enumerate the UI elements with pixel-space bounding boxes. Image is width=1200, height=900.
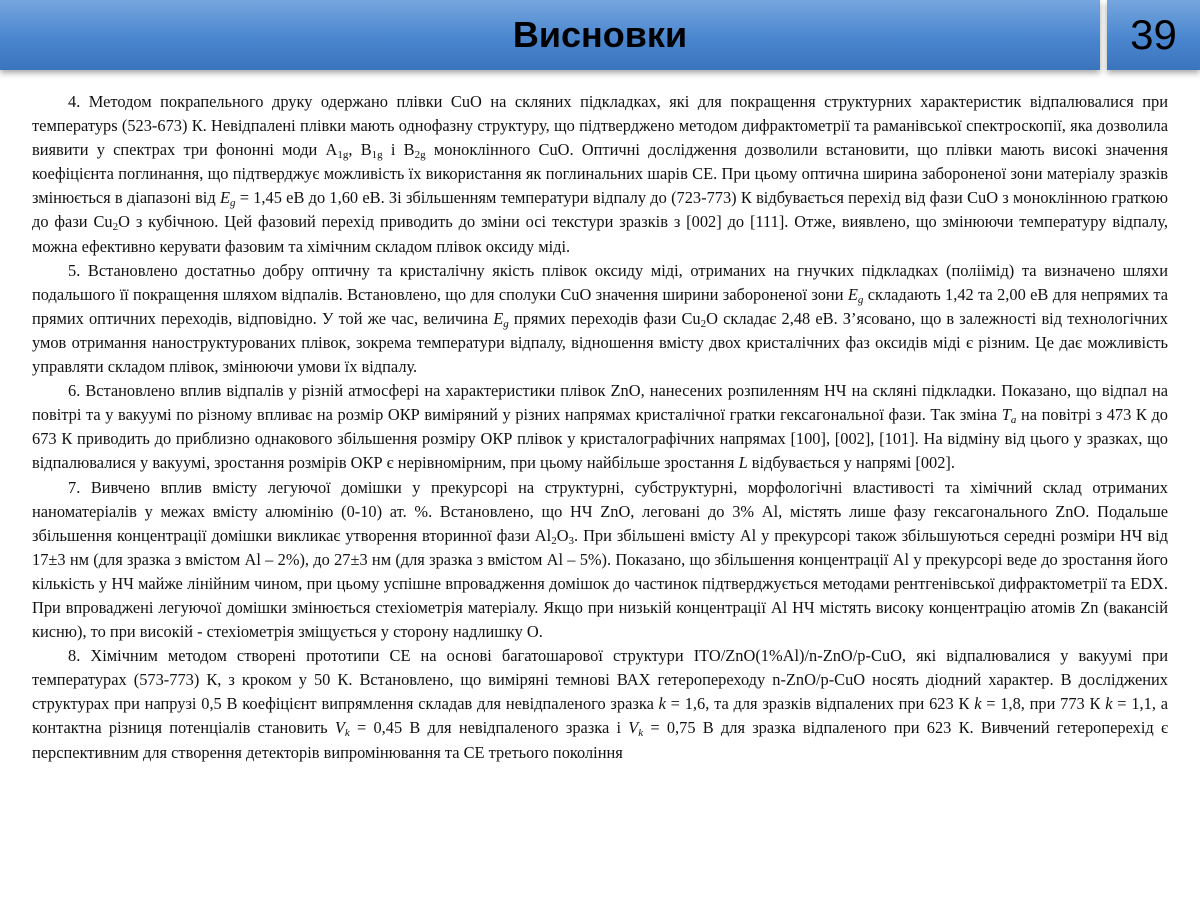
text: = 1,1, а контактна різниця потенціалів становить xyxy=(32,694,1168,738)
variable-subscript: k xyxy=(638,727,644,740)
variable: E xyxy=(493,308,504,328)
variable: L xyxy=(738,453,748,473)
text: . При збільшені вмісту Al у прекурсорі також збільшуються середні розміри НЧ від 17±3 нм (для зразка з вмістом Al – 2%), до 27±3 нм (для зразка з вмістом Al – 5%). Показано, що збільшення концентрації Al у прекурсорі веде до зростання його кількість у НЧ майже лінійним чином, при цьому успішне впровадження домішок до частинок підтверджується методами рентгенівської дифрактометрії та EDX. При впроваджені легуючої домішки змінюється стехіометрія матеріалу. Якщо при низькій концентрації Al НЧ містять високу концентрацію атомів Zn (вакансій кисню), то при високій - стехіометрія зміщується у сторону надлишку О. xyxy=(32,525,1168,642)
conclusion-paragraph-4 xyxy=(32,90,1168,259)
text: моноклінного CuO. Оптичні дослідження дозволили встановити, що плівки мають високі значення коефіцієнта поглинання, що підтверджує можливість їх використання як поглинальних шарів СЕ. При цьому оптична ширина забороненої зони матеріалу зразків змінюється в діапазоні від xyxy=(32,140,1168,208)
variable-subscript: g xyxy=(857,293,864,306)
text: = 1,8, при 773 К xyxy=(981,694,1106,714)
text: = 0,45 В для невідпаленого зразка і xyxy=(349,718,629,738)
text: 8. Хімічним методом створені прототипи СЕ на основі багатошарової структури ITO/ZnO(1%Al)/n-ZnO/p-CuO, які відпалювалися у вакуумі при температурах (573-773) К, з кроком у 50 К. Встановлено, що виміряні темнові ВАХ гетеропереходу n-ZnO/p-CuO носять діодний характер. В досліджених структурах при напрузі 0,5 В коефіцієнт випрямлення складав для невідпаленого зразка xyxy=(32,646,1168,714)
conclusion-paragraph-6 xyxy=(32,379,1168,475)
text: O з кубічною. Цей фазовий перехід приводить до зміни осі текстури зразків з [002] до [111]. Отже, виявлено, що змінюючи температуру відпалу, можна ефективно керувати фазовим та хімічним складом плівок оксиду міді. xyxy=(32,212,1168,256)
text: прямих переходів фази Cu xyxy=(508,308,701,328)
text: O xyxy=(556,525,569,545)
title-bar xyxy=(0,0,1100,70)
variable: T xyxy=(1001,405,1011,425)
text: = 1,45 еВ до 1,60 еВ. Зі збільшенням температури відпалу до (723-773) К відбувається перехід від фази CuO з моноклінною граткою до фази Cu xyxy=(32,188,1168,232)
slide-title: Висновки xyxy=(512,14,688,55)
page-number: 39 xyxy=(1130,11,1177,58)
text: складають 1,42 та 2,00 еВ для непрямих та прямих оптичних переходів, відповідно. У той же час, величина xyxy=(32,284,1168,328)
text: відбувається у напрямі [002]. xyxy=(747,453,955,473)
text: = 1,6, та для зразків відпалених при 623 К xyxy=(665,694,975,714)
text: , B xyxy=(348,140,372,160)
subscript: 2 xyxy=(700,317,707,330)
conclusion-paragraph-8 xyxy=(32,644,1168,764)
variable: V xyxy=(628,718,639,738)
text: 6. Встановлено вплив відпалів у різній атмосфері на характеристики плівок ZnO, нанесених розпиленням НЧ на скляні підкладки. Показано, що відпал на повітрі та у вакуумі по різному впливає на розмір ОКР виміряний у різних напрямах кристалічної гратки гексагональної фази. Так зміна xyxy=(32,381,1168,425)
text: 4. Методом покрапельного друку одержано плівки CuO на скляних підкладках, які для покращення структурних характеристик відпалювалися при температурs (523-673) К. Невідпалені плівки мають однофазну структуру, що підтверджено методом дифрактометрії та раманівської спектроскопії, яка дозволила виявити у спектрах три фононні моди A xyxy=(32,92,1168,160)
subscript: 1g xyxy=(371,149,383,162)
variable: k xyxy=(658,694,666,714)
subscript: 2 xyxy=(112,221,119,234)
subscript: 1g xyxy=(337,149,349,162)
variable-subscript: k xyxy=(344,727,350,740)
subscript: 3 xyxy=(568,534,575,547)
page-number-box xyxy=(1107,0,1200,70)
text: і B xyxy=(382,140,415,160)
variable: E xyxy=(847,284,858,304)
conclusion-paragraph-7 xyxy=(32,476,1168,645)
text: 7. Вивчено вплив вмісту легуючої домішки у прекурсорі на структурні, субструктурні, морфологічні властивості та хімічний склад отриманих наноматеріалів у межах вмісту алюмінію (0-10) ат. %. Встановлено, що НЧ ZnO, леговані до 3% Al, містять лише фазу гексагонального ZnO. Подальше збільшення концентрації домішки викликає утворення вторинної фази Al xyxy=(32,477,1168,545)
text: O складає 2,48 еВ. З’ясовано, що в залежності від технологічних умов отримання наноструктурованих плівок, зокрема температури відпалу, відношення вмісту двох кристалічних фаз оксидів міді є різним. Це дає можливість управляти складом плівок, змінюючи умови їх відпалу. xyxy=(32,308,1168,377)
text: 5. Встановлено достатньо добру оптичну та кристалічну якість плівок оксиду міді, отриманих на гнучких підкладках (поліімід) та визначено шляхи подальшого її покращення шляхом відпалів. Встановлено, що для сполуки CuO значення ширини забороненої зони xyxy=(32,260,1168,304)
variable: k xyxy=(974,694,982,714)
variable-subscript: g xyxy=(229,197,236,210)
variable: E xyxy=(219,188,230,208)
variable-subscript: g xyxy=(503,317,509,330)
subscript: 2g xyxy=(414,149,426,162)
variable-subscript: a xyxy=(1010,414,1017,427)
text: на повітрі з 473 К до 673 К приводить до приблизно однакового збільшення розміру ОКР плівок у кристалографічних напрямах [100], [002], [101]. На відміну від цього у зразках, що відпалювалися у вакуумі, зростання розмірів ОКР є нерівномірним, при цьому найбільше зростання xyxy=(32,405,1168,473)
conclusion-paragraph-5 xyxy=(32,259,1168,379)
subscript: 2 xyxy=(551,534,557,547)
conclusions-body xyxy=(32,90,1168,765)
text: = 0,75 В для зразка відпаленого при 623 К. Вивчений гетероперехід є перспективним для створення детекторів випромінювання та СЕ третього покоління xyxy=(32,718,1168,762)
variable: V xyxy=(334,718,345,738)
variable: k xyxy=(1105,694,1113,714)
